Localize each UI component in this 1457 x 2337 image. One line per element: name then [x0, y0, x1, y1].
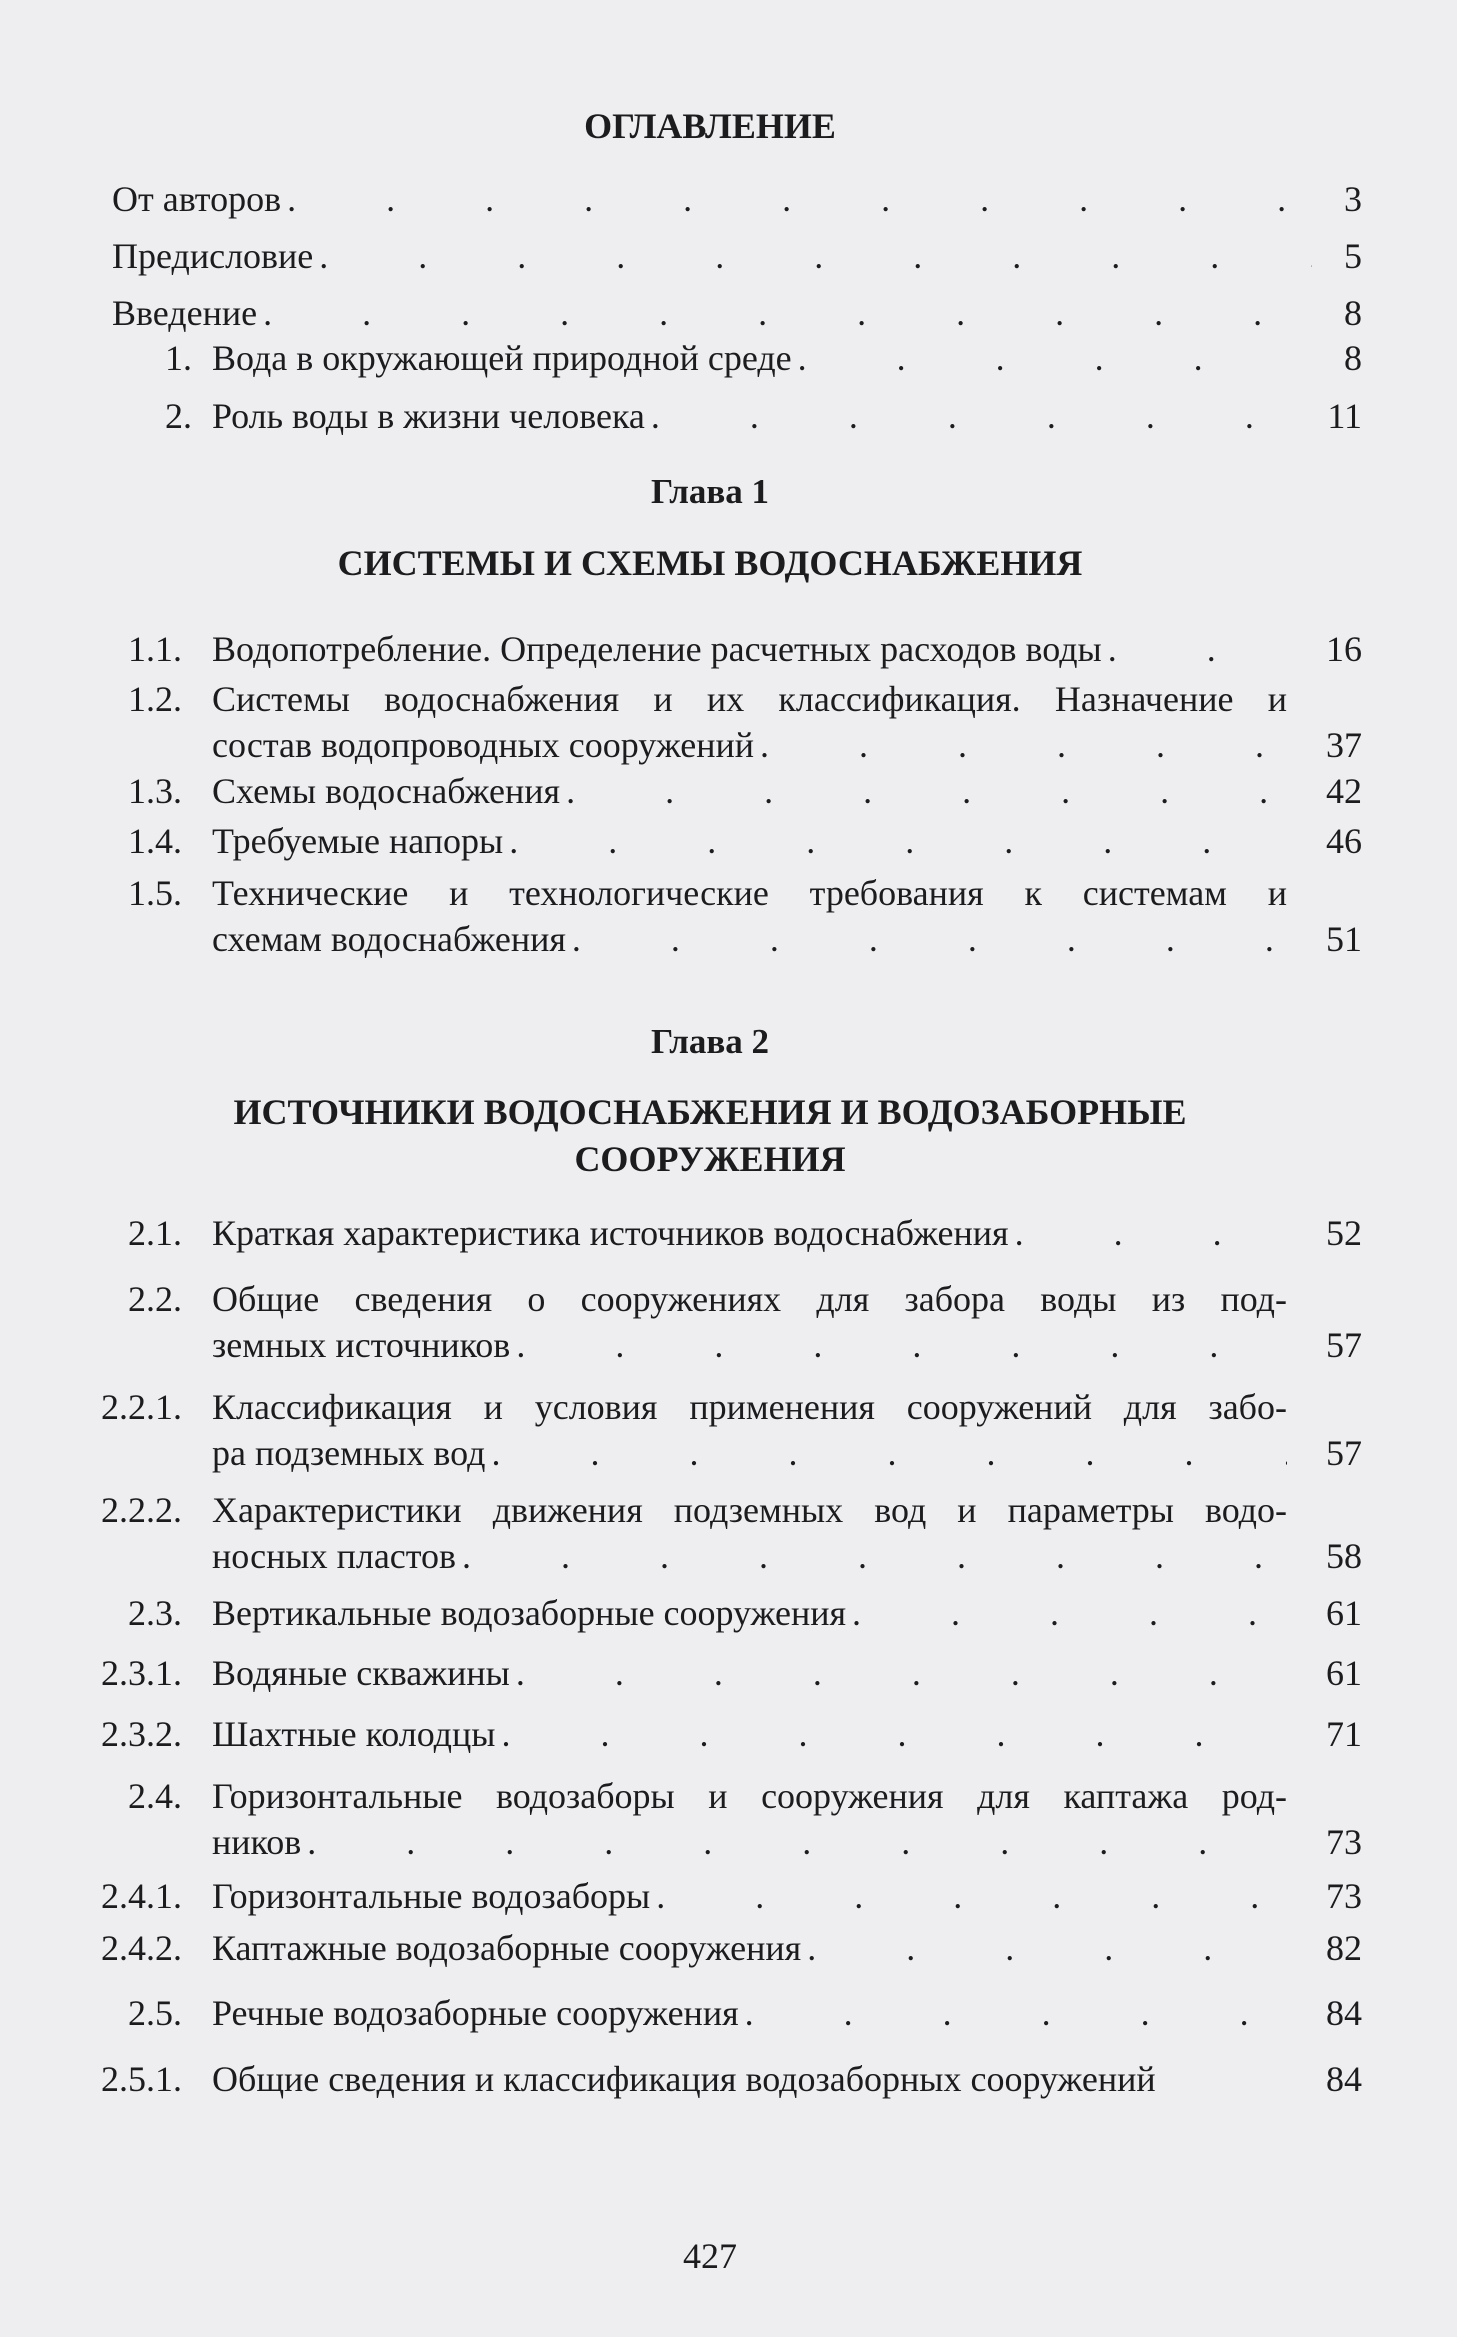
toc-entry-title: Шахтные колодцы — [212, 1714, 496, 1754]
toc-entry-title: Краткая характеристика источников водоснабжения — [212, 1213, 1009, 1253]
toc-entry-title: состав водопроводных сооружений — [212, 725, 754, 765]
toc-entry-number: 2.3.1. — [101, 1653, 182, 1693]
dot-leader — [257, 290, 1312, 336]
toc-entry-title: Требуемые напоры — [212, 821, 504, 861]
toc-page-number: 58 — [1326, 1536, 1362, 1576]
toc-entry-title: Общие сведения и классификация водозаборных сооружений — [212, 2059, 1156, 2099]
toc-page-number: 71 — [1326, 1714, 1362, 1754]
toc-entry-number: 2.4.1. — [101, 1876, 182, 1916]
toc-entry-number: 1.3. — [128, 771, 182, 811]
toc-entry-title: Вертикальные водозаборные сооружения — [212, 1593, 847, 1633]
toc-page-number: 42 — [1326, 771, 1362, 811]
toc-page-number: 57 — [1326, 1325, 1362, 1365]
toc-page-number: 8 — [1344, 338, 1362, 378]
toc-entry-title: носных пластов — [212, 1536, 457, 1576]
toc-entry-number: 2. — [165, 396, 192, 436]
toc-page-number: 61 — [1326, 1653, 1362, 1693]
toc-entry — [128, 818, 1287, 864]
dot-leader — [792, 335, 1287, 381]
toc-page-number: 51 — [1326, 919, 1362, 959]
chapter-1-label: Глава 1 — [650, 472, 770, 511]
toc-entry — [128, 1590, 1287, 1636]
toc-entry — [101, 1925, 1287, 1971]
toc-entry-title: Предисловие — [112, 236, 314, 276]
toc-page-number: 84 — [1326, 1993, 1362, 2033]
dot-leader — [510, 1650, 1287, 1696]
dot-leader — [754, 722, 1287, 768]
toc-entry-number: 1.2. — [128, 679, 182, 719]
toc-page-number: 73 — [1326, 1822, 1362, 1862]
toc-page-number: 3 — [1344, 179, 1362, 219]
dot-leader — [485, 1430, 1287, 1476]
dot-leader — [846, 1590, 1287, 1636]
page-folio: 427 — [683, 2236, 737, 2276]
toc-entry-title: Горизонтальные водозаборы и сооружения для каптажа род- — [212, 1776, 1287, 1816]
toc-entry-number: 1.5. — [128, 873, 182, 913]
dot-leader — [313, 233, 1312, 279]
toc-entry — [128, 1990, 1287, 2036]
toc-entry — [128, 626, 1287, 672]
dot-leader — [510, 1322, 1287, 1368]
toc-entry — [128, 1210, 1287, 1256]
toc-entry-number: 2.3. — [128, 1593, 182, 1633]
toc-page-number: 16 — [1326, 629, 1362, 669]
toc-entry-number: 1. — [165, 338, 192, 378]
toc-entry-title: земных источников — [212, 1325, 511, 1365]
toc-entry-title: схемам водоснабжения — [212, 919, 566, 959]
toc-entry-title: От авторов — [112, 179, 282, 219]
toc-entry-title: Системы водоснабжения и их классификация. Назначение и — [212, 679, 1287, 719]
toc-entry-number: 2.3.2. — [101, 1714, 182, 1754]
toc-entry — [128, 1773, 1287, 1865]
toc-entry-number: 1.4. — [128, 821, 182, 861]
toc-entry-number: 2.1. — [128, 1213, 182, 1253]
toc-heading: ОГЛАВЛЕНИЕ — [584, 106, 836, 146]
toc-entry-title: Введение — [112, 293, 258, 333]
chapter-1-title: СИСТЕМЫ И СХЕМЫ ВОДОСНАБЖЕНИЯ — [337, 543, 1083, 583]
dot-leader — [801, 1925, 1287, 1971]
dot-leader — [281, 176, 1312, 222]
toc-entry-number: 1.1. — [128, 629, 182, 669]
toc-entry-number: 2.4.2. — [101, 1928, 182, 1968]
toc-entry-title: Классификация и условия применения сооружений для забо- — [212, 1387, 1287, 1427]
toc-entry — [101, 2056, 1287, 2102]
toc-page-number: 11 — [1327, 396, 1362, 436]
toc-entry-title: ра подземных вод — [212, 1433, 486, 1473]
toc-page-number: 37 — [1326, 725, 1362, 765]
toc-entry-number: 2.2. — [128, 1279, 182, 1319]
dot-leader — [650, 1873, 1287, 1919]
dot-leader — [1009, 1210, 1287, 1256]
toc-entry — [101, 1650, 1287, 1696]
dot-leader — [301, 1819, 1287, 1865]
dot-leader — [560, 768, 1287, 814]
dot-leader — [495, 1711, 1287, 1757]
toc-page-number: 5 — [1344, 236, 1362, 276]
chapter-2-label: Глава 2 — [650, 1022, 770, 1061]
toc-page-number: 84 — [1326, 2059, 1362, 2099]
toc-page-number: 73 — [1326, 1876, 1362, 1916]
dot-leader — [503, 818, 1287, 864]
toc-entry — [101, 1487, 1287, 1579]
toc-entry-number: 2.4. — [128, 1776, 182, 1816]
toc-entry-title: Водопотребление. Определение расчетных расходов воды — [212, 629, 1102, 669]
toc-page-number: 57 — [1326, 1433, 1362, 1473]
toc-entry-number: 2.2.2. — [101, 1490, 182, 1530]
dot-leader — [739, 1990, 1287, 2036]
dot-leader — [645, 393, 1287, 439]
dot-leader — [1102, 626, 1287, 672]
toc-entry-title: ников — [212, 1822, 302, 1862]
toc-page-number: 46 — [1326, 821, 1362, 861]
toc-page-number: 61 — [1326, 1593, 1362, 1633]
toc-entry — [128, 1276, 1287, 1368]
toc-entry-title: Вода в окружающей природной среде — [212, 338, 792, 378]
toc-entry — [128, 870, 1287, 962]
toc-entry-number: 2.5. — [128, 1993, 182, 2033]
toc-entry-title: Водяные скважины — [212, 1653, 510, 1693]
toc-entry — [101, 1711, 1287, 1757]
chapter-2-title-line-2: СООРУЖЕНИЯ — [574, 1139, 846, 1179]
toc-entry — [101, 1384, 1287, 1476]
toc-entry — [101, 1873, 1287, 1919]
chapter-2-title-line-1: ИСТОЧНИКИ ВОДОСНАБЖЕНИЯ И ВОДОЗАБОРНЫЕ — [233, 1092, 1187, 1132]
toc-entry-title: Общие сведения о сооружениях для забора воды из под- — [212, 1279, 1287, 1319]
toc-page-number: 82 — [1326, 1928, 1362, 1968]
toc-entry-title: Горизонтальные водозаборы — [212, 1876, 651, 1916]
toc-entry-title: Характеристики движения подземных вод и параметры водо- — [212, 1490, 1287, 1530]
toc-page-number: 8 — [1344, 293, 1362, 333]
toc-entry — [128, 676, 1287, 768]
dot-leader — [566, 916, 1287, 962]
toc-entry-title: Схемы водоснабжения — [212, 771, 561, 811]
toc-entry-number: 2.5.1. — [101, 2059, 182, 2099]
toc-page-number: 52 — [1326, 1213, 1362, 1253]
toc-entry-title: Речные водозаборные сооружения — [212, 1993, 739, 2033]
toc-entry-title: Каптажные водозаборные сооружения — [212, 1928, 802, 1968]
toc-entry — [128, 768, 1287, 814]
toc-entry-number: 2.2.1. — [101, 1387, 182, 1427]
dot-leader — [456, 1533, 1287, 1579]
toc-entry-title: Технические и технологические требования к системам и — [212, 873, 1287, 913]
toc-entry-title: Роль воды в жизни человека — [212, 396, 645, 436]
